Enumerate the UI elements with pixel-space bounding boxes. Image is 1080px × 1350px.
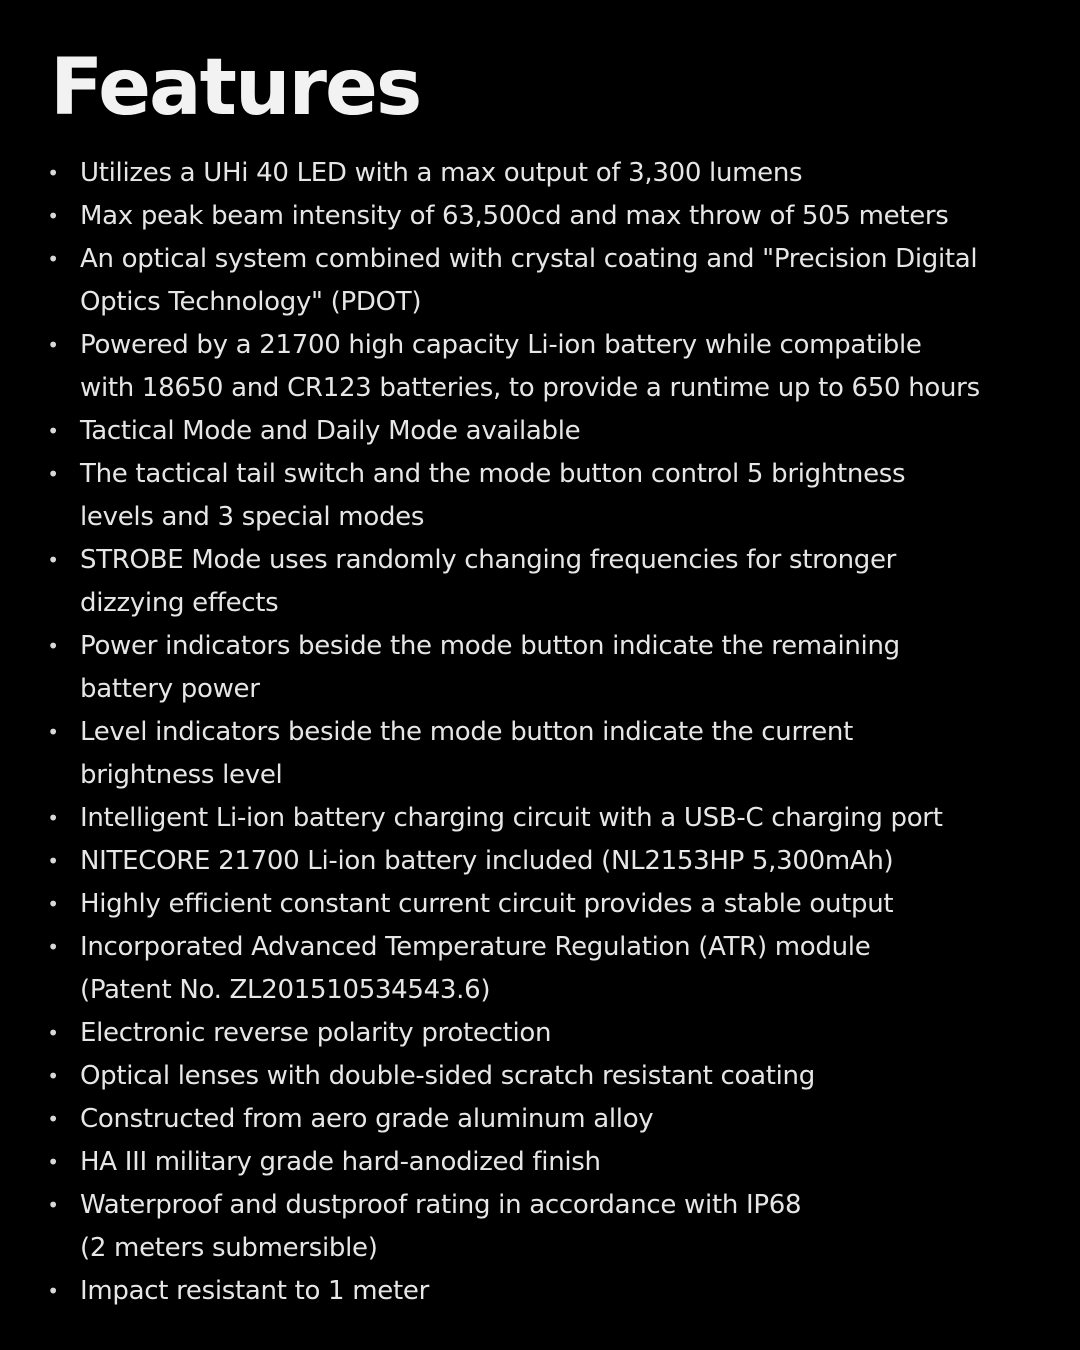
feature-item (0, 410, 1080, 453)
feature-item (0, 625, 1080, 711)
bullet-icon: • (47, 1193, 59, 1217)
bullet-icon: • (47, 333, 59, 357)
feature-text: Optical lenses with double-sided scratch resistant coating (80, 1061, 815, 1091)
feature-text: STROBE Mode uses randomly changing frequencies for stronger dizzying effects (80, 545, 897, 618)
feature-item (0, 324, 1080, 410)
feature-text: Intelligent Li-ion battery charging circuit with a USB-C charging port (80, 803, 943, 833)
feature-item (0, 539, 1080, 625)
feature-text: Highly efficient constant current circuit provides a stable output (80, 889, 894, 919)
bullet-icon: • (47, 1150, 59, 1174)
feature-text: HA III military grade hard-anodized finish (80, 1147, 601, 1177)
page-title: Features (50, 43, 421, 133)
feature-text: Max peak beam intensity of 63,500cd and max throw of 505 meters (80, 201, 949, 231)
bullet-icon: • (47, 806, 59, 830)
feature-text: Level indicators beside the mode button indicate the current brightness level (80, 717, 853, 790)
bullet-icon: • (47, 1107, 59, 1131)
feature-text: Powered by a 21700 high capacity Li-ion battery while compatible with 18650 and CR123 batteries, to provide a runtime up to 650 hours (80, 330, 980, 403)
feature-item (0, 1098, 1080, 1141)
bullet-icon: • (47, 204, 59, 228)
feature-item (0, 797, 1080, 840)
bullet-icon: • (47, 1064, 59, 1088)
feature-text: An optical system combined with crystal coating and "Precision Digital Optics Technology" (PDOT) (80, 244, 978, 317)
feature-item (0, 152, 1080, 195)
feature-item (0, 195, 1080, 238)
feature-text: Constructed from aero grade aluminum alloy (80, 1104, 654, 1134)
bullet-icon: • (47, 634, 59, 658)
feature-text: Utilizes a UHi 40 LED with a max output of 3,300 lumens (80, 158, 803, 188)
feature-item (0, 1012, 1080, 1055)
feature-text: Incorporated Advanced Temperature Regulation (ATR) module (Patent No. ZL201510534543.6) (80, 932, 871, 1005)
bullet-icon: • (47, 720, 59, 744)
feature-item (0, 711, 1080, 797)
feature-item (0, 1270, 1080, 1313)
feature-item (0, 840, 1080, 883)
bullet-icon: • (47, 419, 59, 443)
feature-item (0, 926, 1080, 1012)
bullet-icon: • (47, 1279, 59, 1303)
feature-text: Electronic reverse polarity protection (80, 1018, 552, 1048)
bullet-icon: • (47, 247, 59, 271)
feature-text: NITECORE 21700 Li-ion battery included (NL2153HP 5,300mAh) (80, 846, 894, 876)
feature-item (0, 1184, 1080, 1270)
bullet-icon: • (47, 462, 59, 486)
feature-text: Tactical Mode and Daily Mode available (80, 416, 581, 446)
bullet-icon: • (47, 892, 59, 916)
bullet-icon: • (47, 935, 59, 959)
feature-list (0, 152, 1080, 1313)
feature-text: The tactical tail switch and the mode button control 5 brightness levels and 3 special modes (80, 459, 906, 532)
feature-text: Impact resistant to 1 meter (80, 1276, 429, 1306)
bullet-icon: • (47, 849, 59, 873)
bullet-icon: • (47, 161, 59, 185)
feature-item (0, 1055, 1080, 1098)
bullet-icon: • (47, 548, 59, 572)
feature-item (0, 1141, 1080, 1184)
bullet-icon: • (47, 1021, 59, 1045)
feature-item (0, 883, 1080, 926)
feature-item (0, 453, 1080, 539)
feature-text: Power indicators beside the mode button indicate the remaining battery power (80, 631, 900, 704)
feature-text: Waterproof and dustproof rating in accordance with IP68 (2 meters submersible) (80, 1190, 802, 1263)
feature-item (0, 238, 1080, 324)
